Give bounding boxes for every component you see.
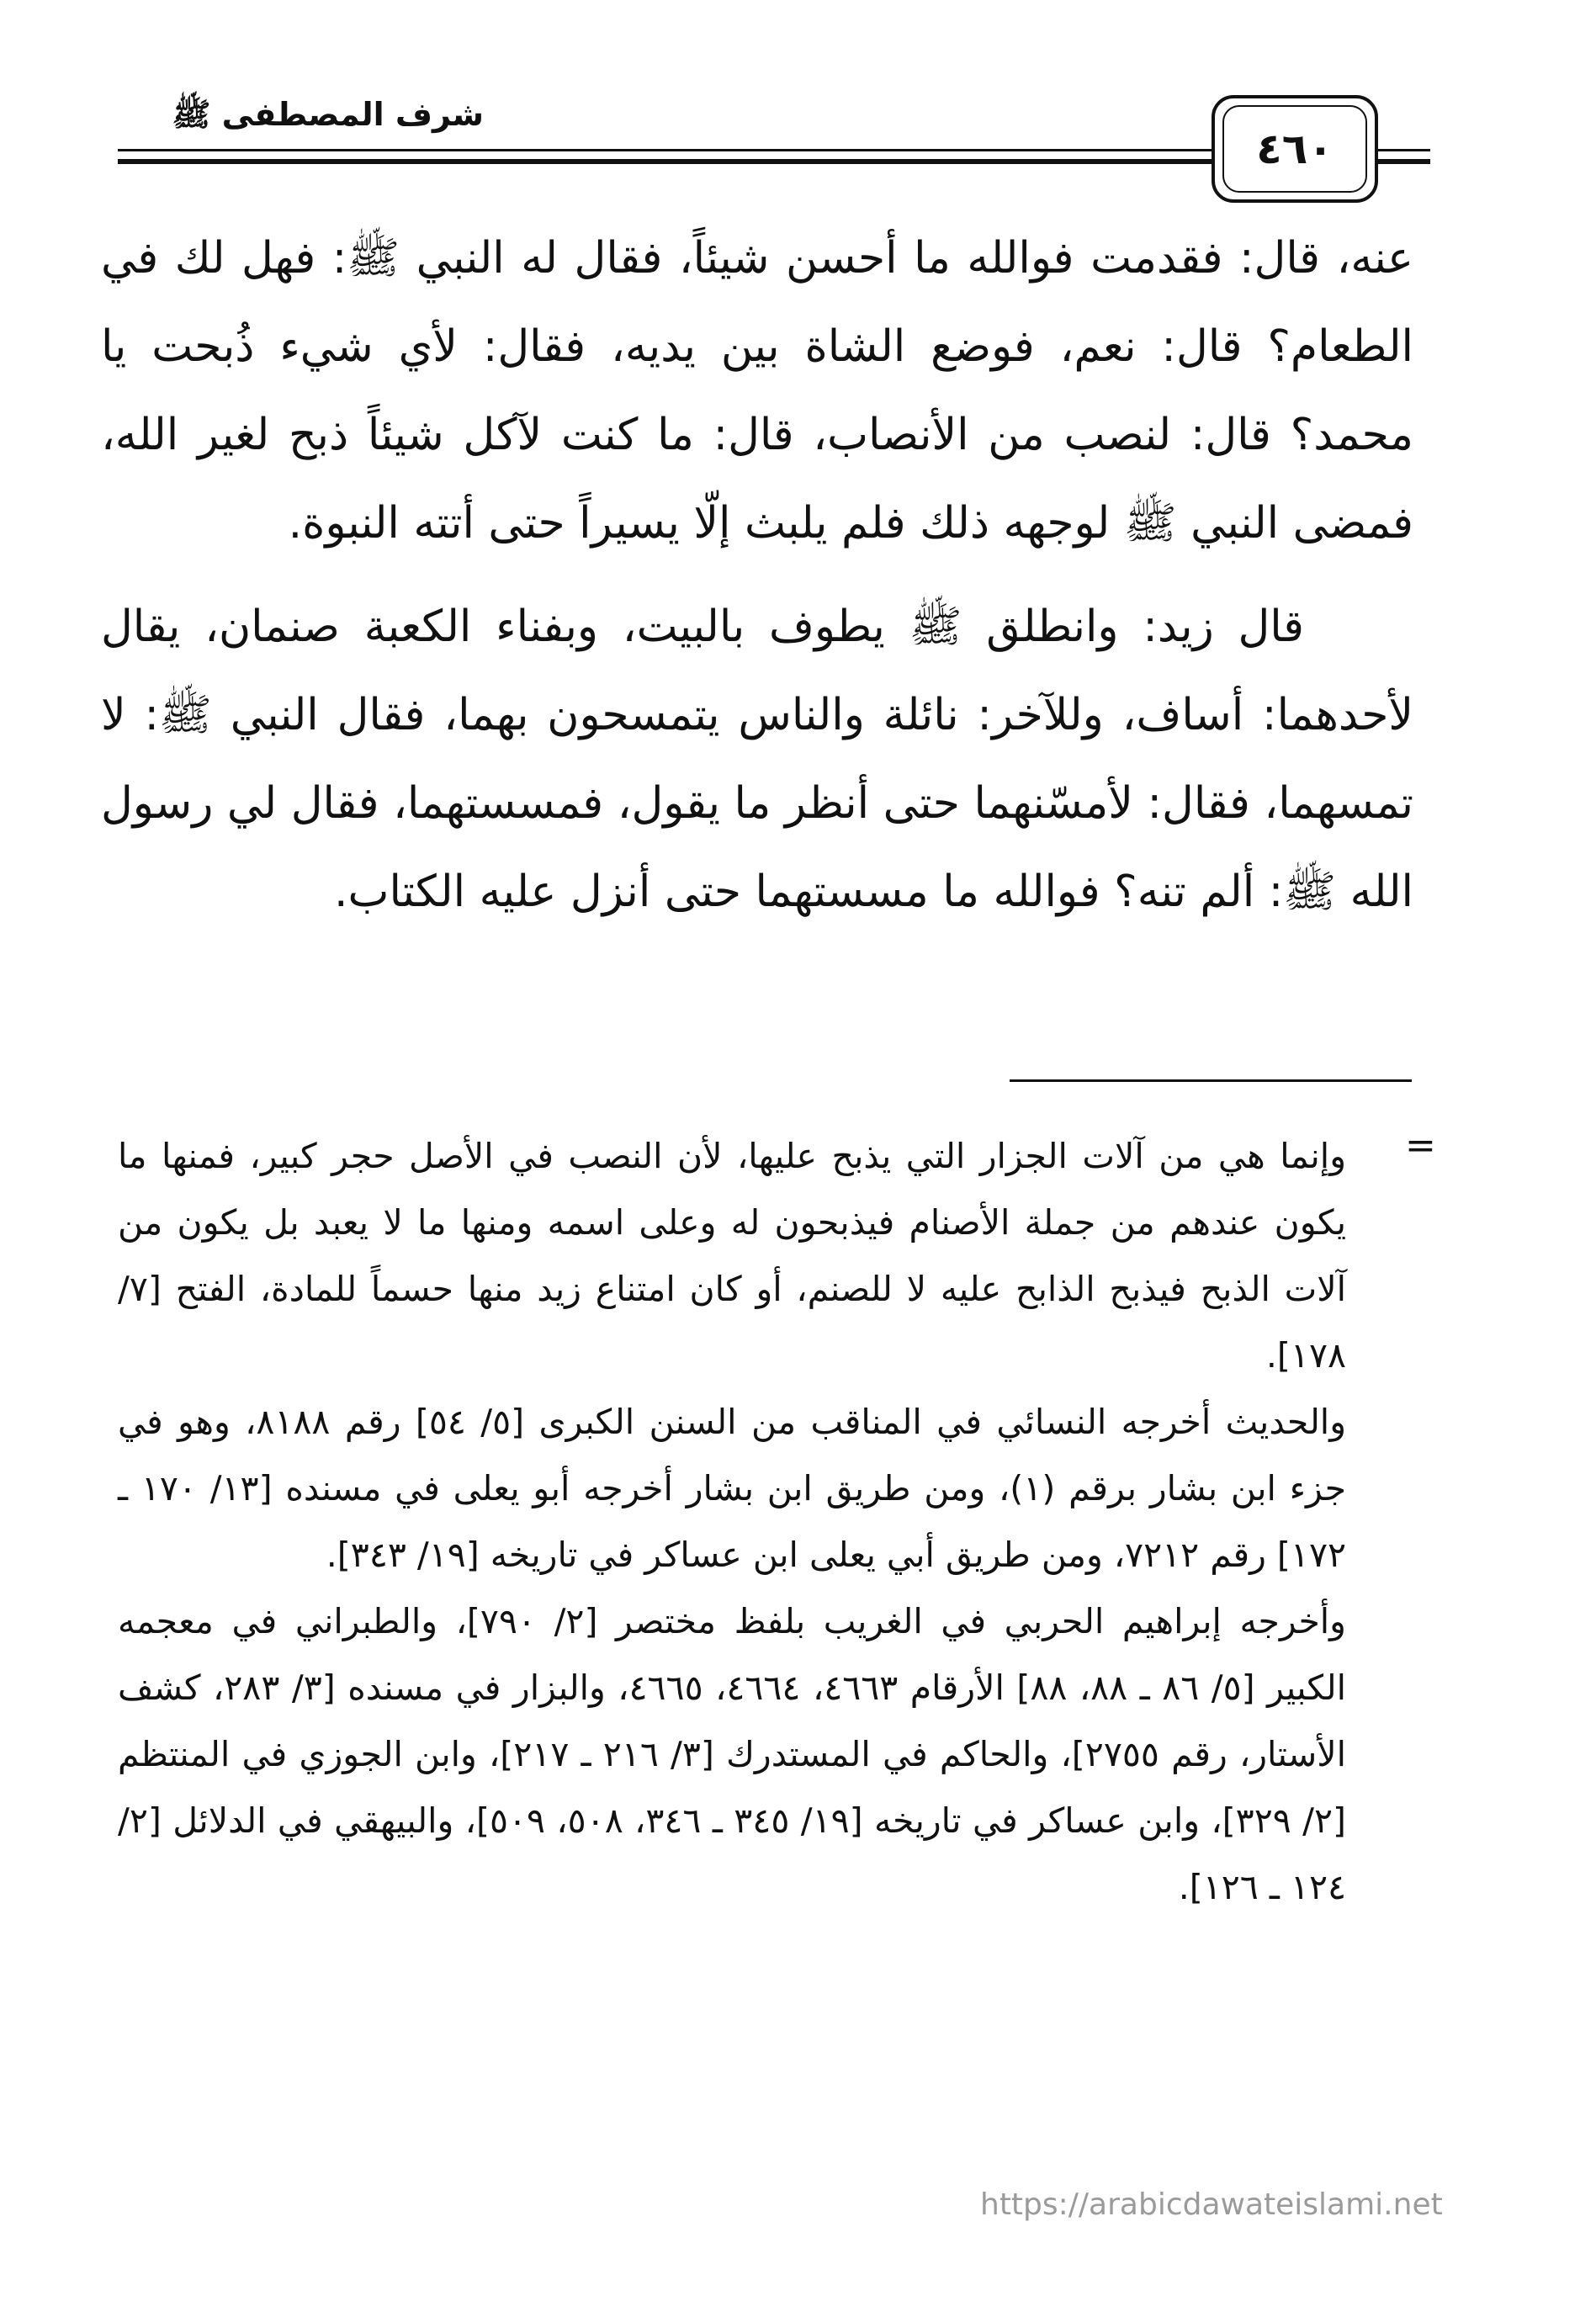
body-paragraph: عنه، قال: فقدمت فوالله ما أحسن شيئاً، فقال له النبي ﷺ: فهل لك في الطعام؟ قال: نعم، فوضع الشاة بين يديه، فقال: لأي شيء ذُبحت يا محمد؟ قال: لنصب من الأنصاب، قال: ما كنت لآكل شيئاً ذبح لغير الله، فمضى النبي ﷺ لوجهه ذلك فلم يلبث إلّا يسيراً حتى أتته النبوة. bbox=[101, 233, 1413, 549]
footnote-paragraph: وأخرجه إبراهيم الحربي في الغريب بلفظ مختصر [٢/ ٧٩٠]، والطبراني في معجمه الكبير [٥/ ٨٦ ـ ٨٨، ٨٨] الأرقام ٤٦٦٣، ٤٦٦٤، ٤٦٦٥، والبزار في مسنده [٣/ ٢٨٣، كشف الأستار، رقم ٢٧٥٥]، والحاكم في المستدرك [٣/ ٢١٦ ـ ٢١٧]، وابن الجوزي في المنتظم [٢/ ٣٢٩]، وابن عساكر في تاريخه [١٩/ ٣٤٥ ـ ٣٤٦، ٥٠٨، ٥٠٩]، والبيهقي في الدلائل [٢/ ١٢٤ ـ ١٢٦]. bbox=[118, 1601, 1347, 1907]
footnote-paragraph: والحديث أخرجه النسائي في المناقب من السنن الكبرى [٥/ ٥٤] رقم ٨١٨٨، وهو في جزء ابن بشار برقم (١)، ومن طريق ابن بشار أخرجه أبو يعلى في مسنده [١٣/ ١٧٠ ـ ١٧٢] رقم ٧٢١٢، ومن طريق أبي يعلى ابن عساكر في تاريخه [١٩/ ٣٤٣]. bbox=[118, 1402, 1346, 1575]
page-number: ٤٦٠ bbox=[1222, 105, 1367, 193]
footnote-paragraph: وإنما هي من آلات الجزار التي يذبح عليها، لأن النصب في الأصل حجر كبير، فمنها ما يكون عندهم من جملة الأصنام فيذبحون له وعلى اسمه ومنها ما لا يعبد بل يكون من آلات الذبح فيذبح الذابح عليه لا للصنم، أو كان امتناع زيد منها حسماً للمادة، الفتح [٧/ ١٧٨]. bbox=[118, 1136, 1346, 1376]
header-rule-thin bbox=[118, 149, 1212, 151]
header-rule-thick-right bbox=[1376, 159, 1430, 164]
footnote-continuation-mark: = bbox=[1405, 1124, 1436, 1167]
footnotes bbox=[118, 1123, 1346, 1921]
body-paragraph: قال زيد: وانطلق ﷺ يطوف بالبيت، وبفناء الكعبة صنمان، يقال لأحدهما: أساف، وللآخر: نائلة والناس يتمسحون بهما، فقال النبي ﷺ: لا تمسهما، فقال: لأمسّنهما حتى أنظر ما يقول، فمسستهما، فقال لي رسول الله ﷺ: ألم تنه؟ فوالله ما مسستهما حتى أنزل عليه الكتاب. bbox=[101, 602, 1413, 917]
watermark-url: https://arabicdawateislami.net bbox=[980, 2187, 1443, 2222]
page-number-frame bbox=[1212, 95, 1378, 203]
footnote-separator bbox=[1010, 1079, 1412, 1082]
header-rule-thin-right bbox=[1376, 149, 1430, 151]
page-header bbox=[118, 80, 1430, 198]
running-title: شرف المصطفى ﷺ bbox=[172, 96, 484, 133]
header-rule-thick bbox=[118, 159, 1212, 164]
main-text bbox=[101, 215, 1413, 936]
